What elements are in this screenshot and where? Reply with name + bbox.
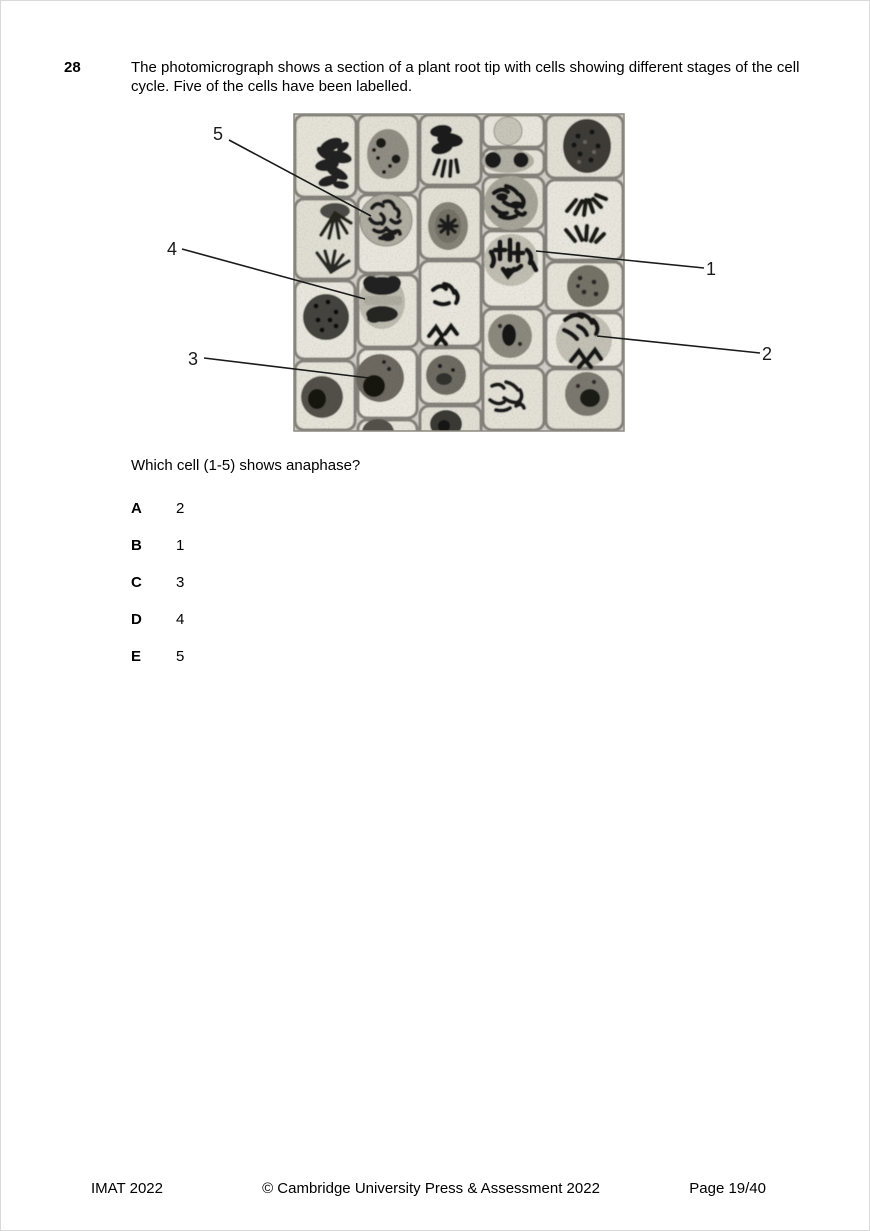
option-row-a xyxy=(131,501,184,517)
figure-label-2: 2 xyxy=(761,344,773,364)
footer-copyright: © Cambridge University Press & Assessment 2022 xyxy=(262,1180,600,1197)
page-footer xyxy=(1,1179,870,1198)
option-letter: D xyxy=(131,611,142,628)
photomicrograph-figure xyxy=(151,106,791,441)
option-value: 3 xyxy=(176,574,185,591)
question-number: 28 xyxy=(64,59,81,76)
footer-exam-name: IMAT 2022 xyxy=(91,1180,163,1197)
figure-label-1: 1 xyxy=(705,259,717,279)
answer-options xyxy=(131,501,184,665)
question-text: The photomicrograph shows a section of a plant root tip with cells showing different stages of the cell cycle. Five of the cells have been labelled. xyxy=(131,59,800,95)
option-row-e xyxy=(131,649,184,665)
micrograph-image xyxy=(294,114,624,441)
option-letter: A xyxy=(131,500,142,517)
option-letter: B xyxy=(131,537,142,554)
figure-label-3: 3 xyxy=(187,349,199,369)
option-letter: C xyxy=(131,574,142,591)
question-prompt: Which cell (1-5) shows anaphase? xyxy=(131,457,361,474)
option-row-b xyxy=(131,538,184,554)
option-row-c xyxy=(131,575,184,591)
option-letter: E xyxy=(131,648,142,665)
option-value: 2 xyxy=(176,500,185,517)
option-value: 5 xyxy=(176,648,185,665)
figure-label-4: 4 xyxy=(166,239,178,259)
option-value: 4 xyxy=(176,611,185,628)
figure-label-5: 5 xyxy=(212,124,224,144)
footer-page-number: Page 19/40 xyxy=(689,1180,766,1197)
option-value: 1 xyxy=(176,537,185,554)
option-row-d xyxy=(131,612,184,628)
figure-canvas xyxy=(151,106,791,441)
